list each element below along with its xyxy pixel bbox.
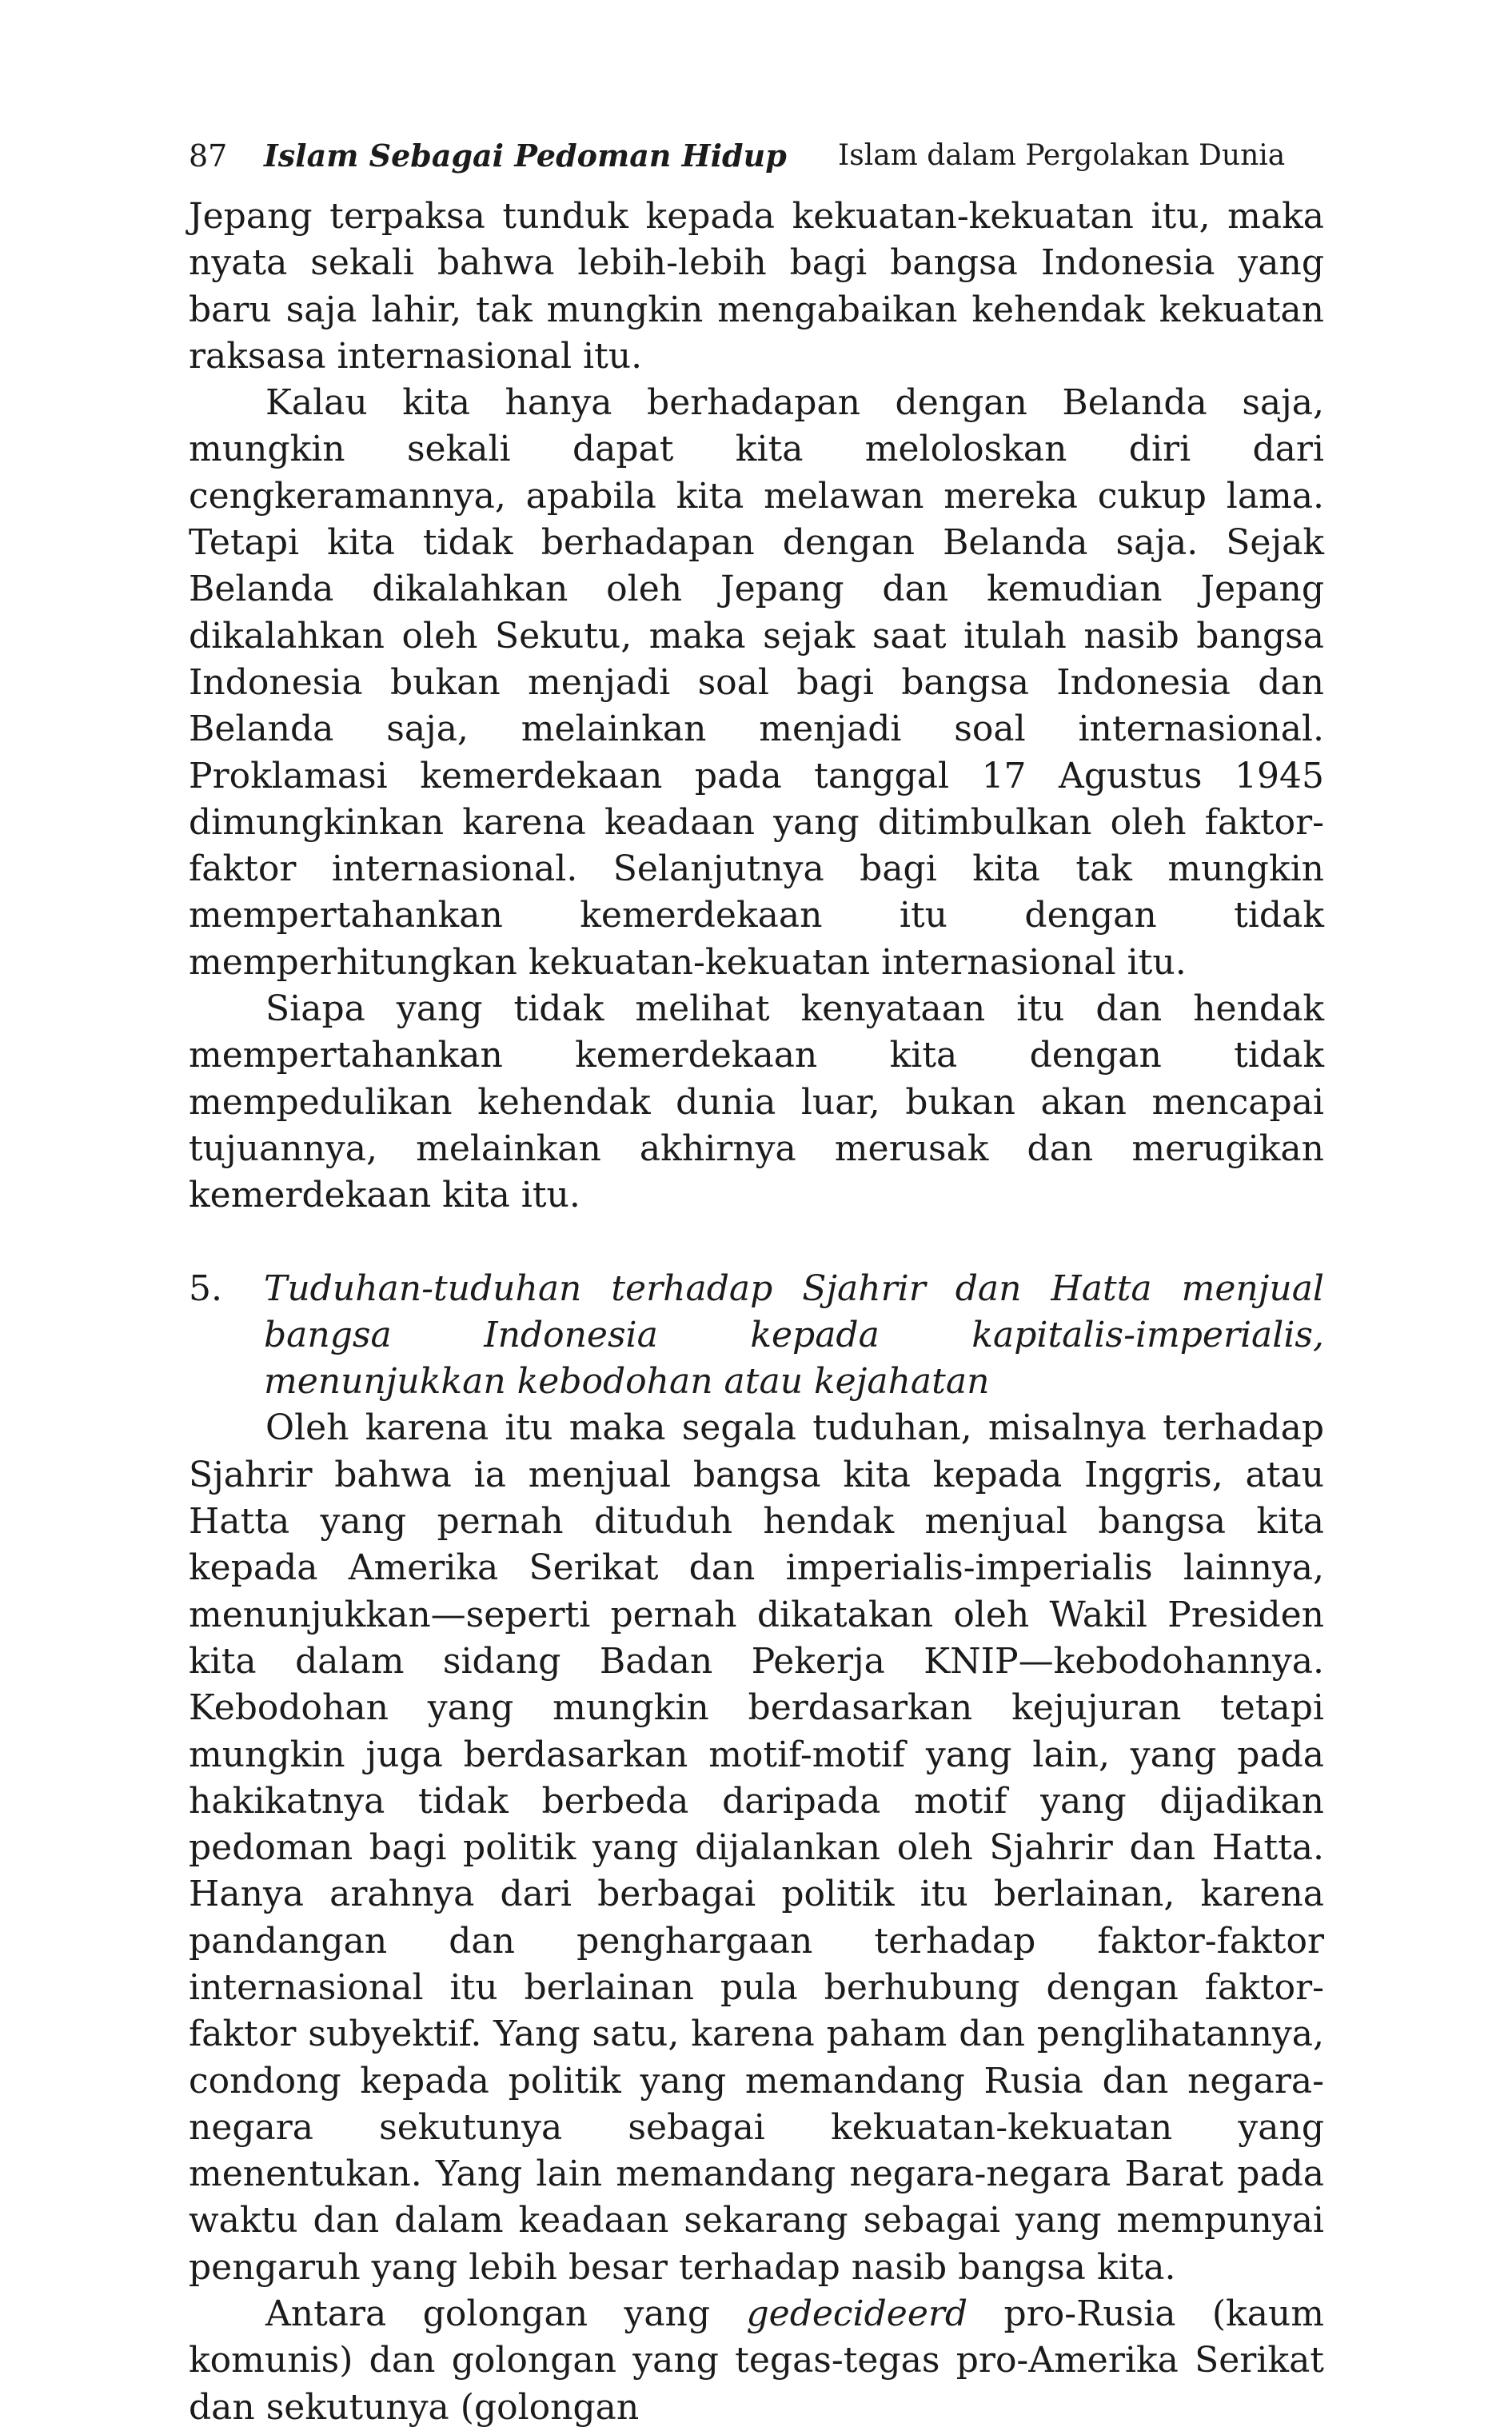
italic-term: gedecideerd	[746, 2293, 968, 2335]
book-title: Islam Sebagai Pedoman Hidup	[264, 138, 787, 174]
paragraph: Jepang terpaksa tunduk kepada kekuatan-kekuatan itu, maka nyata sekali bahwa lebih-lebih bagi bangsa Indonesia yang baru saja lahir, tak mungkin mengabaikan kehendak kekuatan raksasa internasional itu.	[189, 196, 1324, 377]
body-text	[189, 194, 1324, 2431]
page-number: 87	[189, 138, 228, 174]
paragraph-text: pro-Rusia (kaum komunis) dan golongan yang tegas-tegas pro-Amerika Serikat dan sekutunya (golongan	[189, 2293, 1324, 2428]
chapter-title: Islam dalam Pergolakan Dunia	[838, 139, 1286, 172]
section-number: 5.	[189, 1267, 222, 1309]
section-heading-text: Tuduhan-tuduhan terhadap Sjahrir dan Hatta menjual bangsa Indonesia kepada kapitalis-imperialis, menunjukkan kebodohan atau kejahatan	[264, 1267, 1324, 1403]
book-page	[189, 128, 1324, 2431]
running-header	[189, 128, 1324, 184]
paragraph: Kalau kita hanya berhadapan dengan Belanda saja, mungkin sekali dapat kita meloloskan diri dari cengkeramannya, apabila kita melawan mereka cukup lama. Tetapi kita tidak berhadapan dengan Belanda saja. Sejak Belanda dikalahkan oleh Jepang dan kemudian Jepang dikalahkan oleh Sekutu, maka sejak saat itulah nasib bangsa Indonesia bukan menjadi soal bagi bangsa Indonesia dan Belanda saja, melainkan menjadi soal internasional. Proklamasi kemerdekaan pada tanggal 17 Agustus 1945 dimungkinkan karena keadaan yang ditimbulkan oleh faktor-faktor internasional. Selanjutnya bagi kita tak mungkin mempertahankan kemerdekaan itu dengan tidak memperhitungkan kekuatan-kekuatan internasional itu.	[189, 382, 1324, 983]
section-heading	[189, 1266, 1324, 1406]
paragraph-text: Antara golongan yang	[265, 2293, 747, 2335]
section-spacer	[189, 1219, 1324, 1266]
paragraph: Oleh karena itu maka segala tuduhan, misalnya terhadap Sjahrir bahwa ia menjual bangsa kita kepada Inggris, atau Hatta yang pernah dituduh hendak menjual bangsa kita kepada Amerika Serikat dan imperialis-imperialis lainnya, menunjukkan—seperti pernah dikatakan oleh Wakil Presiden kita dalam sidang Badan Pekerja KNIP—kebodohannya. Kebodohan yang mungkin berdasarkan kejujuran tetapi mungkin juga berdasarkan motif-motif yang lain, yang pada hakikatnya tidak berbeda daripada motif yang dijadikan pedoman bagi politik yang dijalankan oleh Sjahrir dan Hatta. Hanya arahnya dari berbagai politik itu berlainan, karena pandangan dan penghargaan terhadap faktor-faktor internasional itu berlainan pula berhubung dengan faktor-faktor subyektif. Yang satu, karena paham dan penglihatannya, condong kepada politik yang memandang Rusia dan negara-negara sekutunya sebagai kekuatan-kekuatan yang menentukan. Yang lain memandang negara-negara Barat pada waktu dan dalam keadaan sekarang sebagai yang mempunyai pengaruh yang lebih besar terhadap nasib bangsa kita.	[189, 1407, 1324, 2288]
paragraph: Siapa yang tidak melihat kenyataan itu dan hendak mempertahankan kemerdekaan kita dengan tidak mempedulikan kehendak dunia luar, bukan akan mencapai tujuannya, melainkan akhirnya merusak dan merugikan kemerdekaan kita itu.	[189, 988, 1324, 1216]
paragraph	[189, 2291, 1324, 2431]
